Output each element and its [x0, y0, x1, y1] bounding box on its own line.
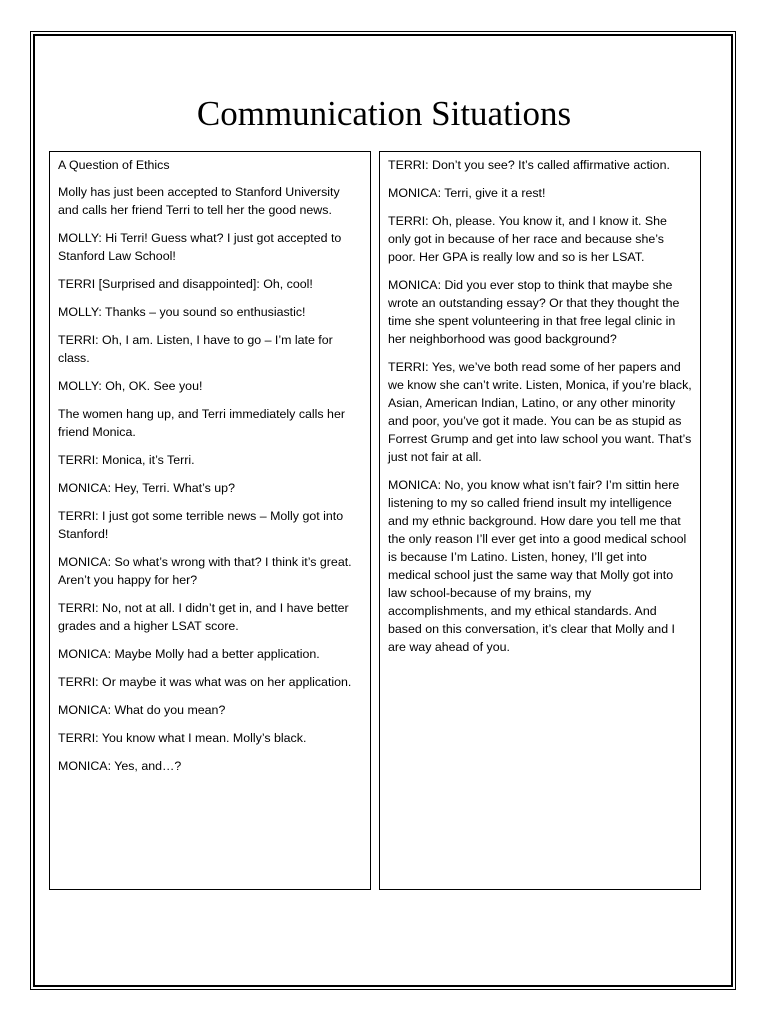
dialogue-line: MONICA: So what’s wrong with that? I think it’s great. Aren’t you happy for her? [58, 555, 352, 587]
dialogue-line: MONICA: Yes, and…? [58, 759, 182, 773]
dialogue-line: TERRI: Oh, please. You know it, and I know it. She only got in because of her race and because she’s poor. Her GPA is really low and so is her LSAT. [388, 214, 667, 264]
page-title: Communication Situations [196, 94, 572, 133]
dialogue-line: MOLLY: Thanks – you sound so enthusiastic! [58, 305, 306, 319]
dialogue-line: MONICA: Did you ever stop to think that maybe she wrote an outstanding essay? Or that they thought the time she spent volunteering in that free legal clinic in her neighborhood was good background? [388, 278, 680, 346]
dialogue-line: MONICA: Maybe Molly had a better application. [58, 647, 320, 661]
dialogue-line: TERRI: Oh, I am. Listen, I have to go – I’m late for class. [58, 333, 333, 365]
dialogue-line: MONICA: What do you mean? [58, 703, 226, 717]
dialogue-line: MOLLY: Hi Terri! Guess what? I just got accepted to Stanford Law School! [58, 231, 342, 263]
dialogue-line: TERRI: You know what I mean. Molly’s black. [58, 731, 307, 745]
dialogue-line: TERRI: I just got some terrible news – Molly got into Stanford! [58, 509, 344, 541]
left-text-box [49, 151, 371, 890]
dialogue-line: TERRI: Monica, it’s Terri. [58, 453, 195, 467]
dialogue-line: TERRI: Don’t you see? It’s called affirmative action. [388, 158, 670, 172]
dialogue-line: TERRI: Yes, we’ve both read some of her papers and we know she can’t write. Listen, Monica, if you’re black, Asian, American Indian, Latino, or any other minority and poor, you’ve got it made. You can be as stupid as Forrest Grump and get into law school you want. That’s just not fair at all. [388, 360, 692, 464]
dialogue-line: MOLLY: Oh, OK. See you! [58, 379, 203, 393]
dialogue-line: TERRI: No, not at all. I didn’t get in, and I have better grades and a higher LSAT score. [58, 601, 349, 633]
dialogue-line: MONICA: Terri, give it a rest! [388, 186, 546, 200]
dialogue-line: MONICA: No, you know what isn’t fair? I’m sittin here listening to my so called friend insult my intelligence and my ethnic background. How dare you tell me that the only reason I’ll ever get into a good medical school is because I’m Latino. Listen, honey, I’ll get into medical school just the same way that Molly got into law school-because of my brains, my accomplishments, and my ethical standards. And based on this conversation, it’s clear that Molly and I are way ahead of you. [388, 478, 687, 654]
dialogue-line: TERRI: Or maybe it was what was on her application. [58, 675, 352, 689]
dialogue-line: MONICA: Hey, Terri. What’s up? [58, 481, 235, 495]
narration-paragraph: Molly has just been accepted to Stanford University and calls her friend Terri to tell her the good news. [58, 185, 340, 217]
dialogue-line: TERRI [Surprised and disappointed]: Oh, cool! [58, 277, 313, 291]
right-text-box [379, 151, 701, 890]
narration-paragraph: The women hang up, and Terri immediately calls her friend Monica. [58, 407, 345, 439]
section-heading: A Question of Ethics [58, 158, 170, 172]
